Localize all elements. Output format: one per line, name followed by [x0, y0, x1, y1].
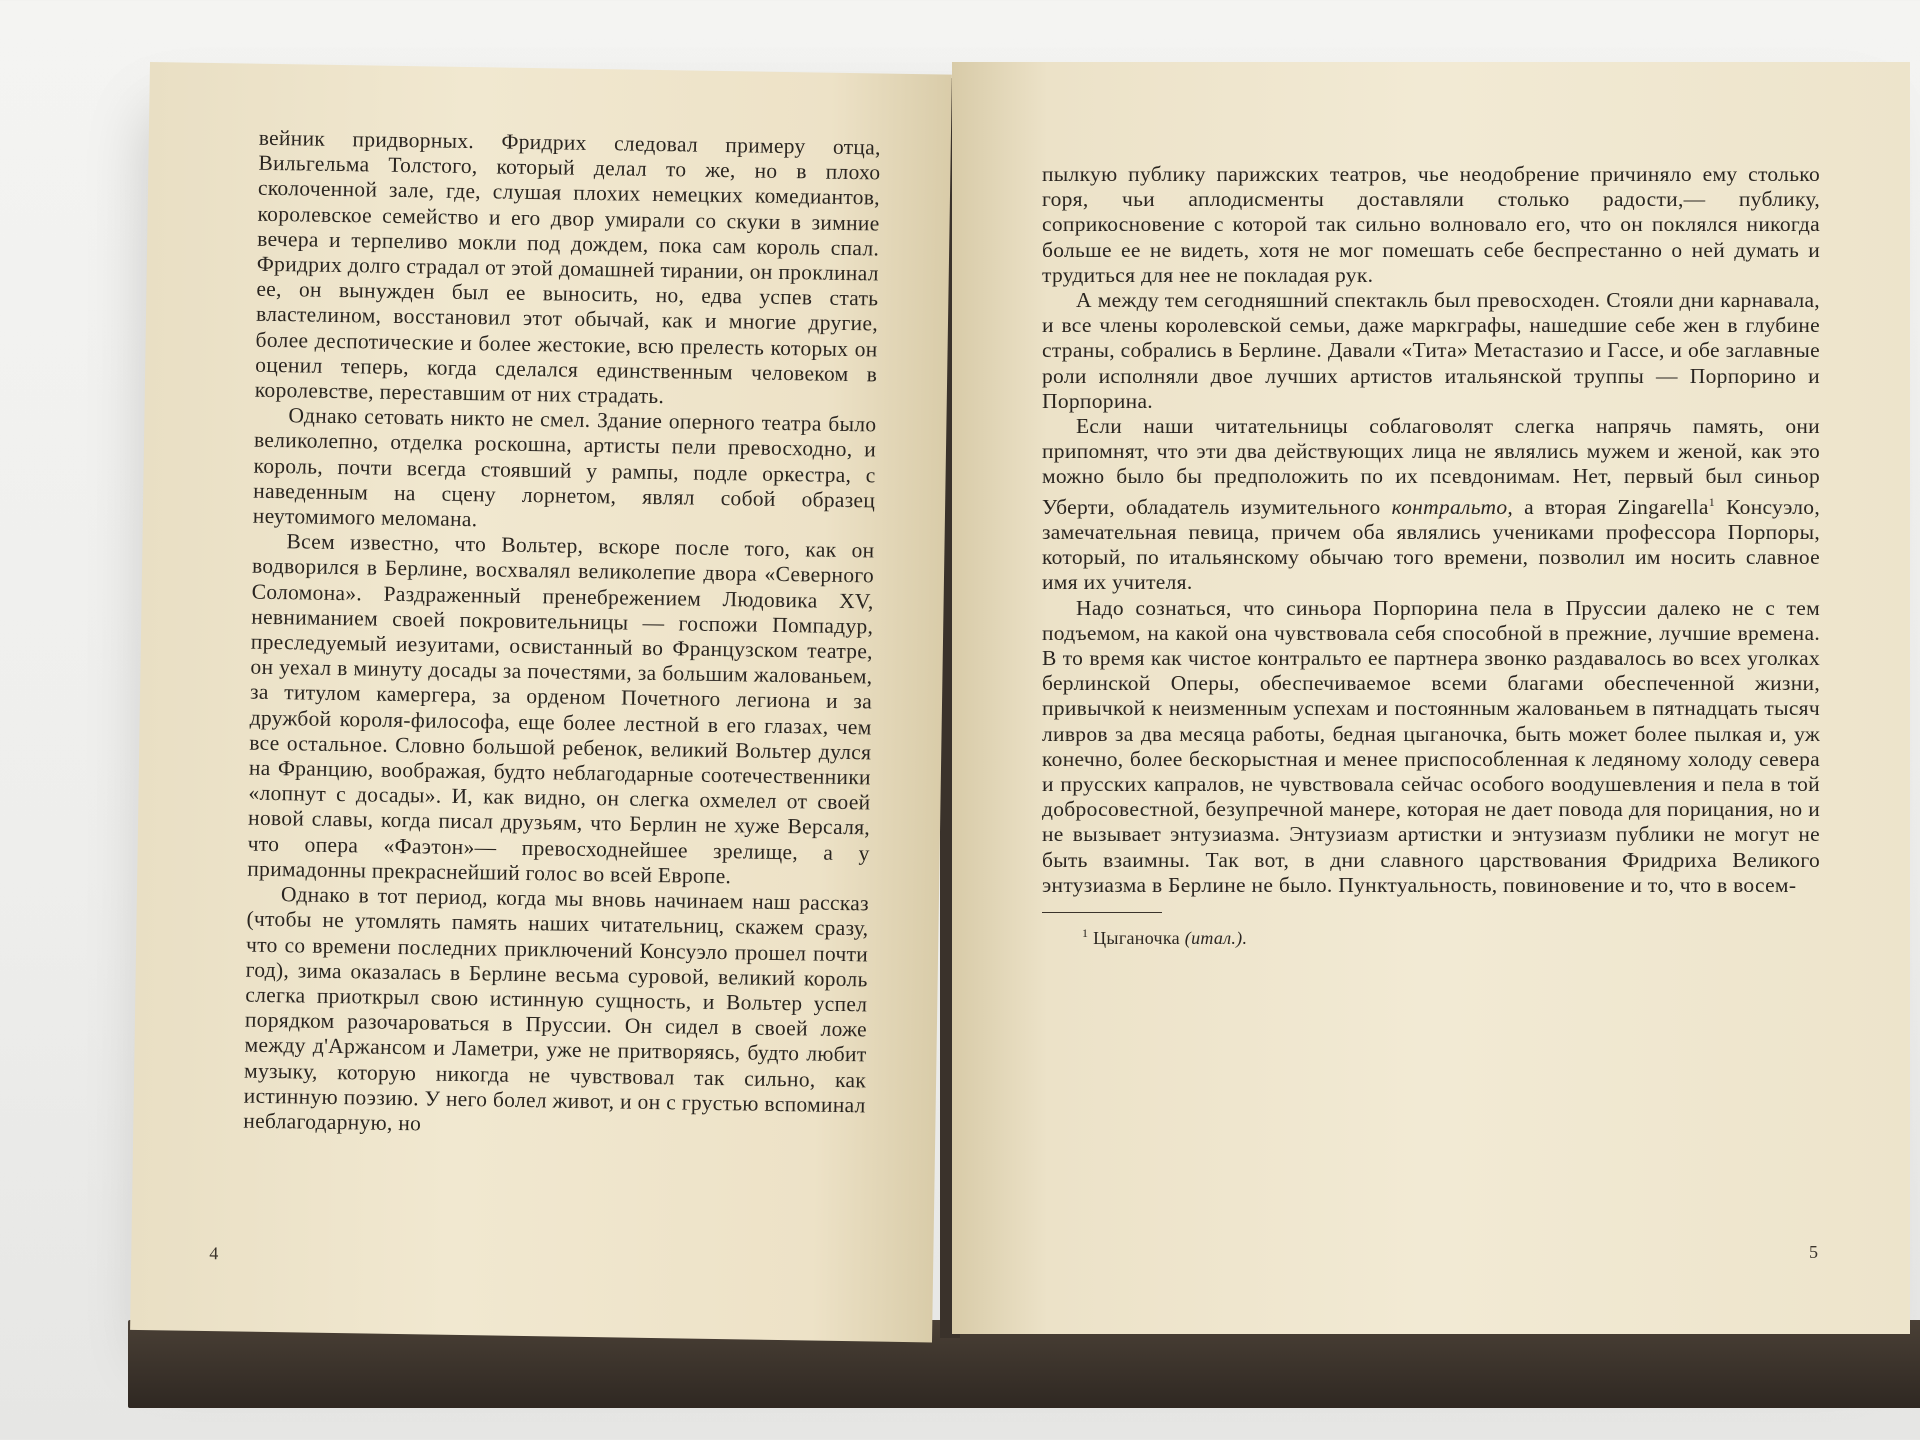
left-page-number: 4 — [209, 1243, 219, 1264]
right-page-number: 5 — [1809, 1242, 1818, 1262]
right-paragraph-3-start: Если наши читательницы соблаговолят слегка напрячь память, они припомнят, что эти два действующих лица не являлись мужем и женой, как это можно было бы предположить по их псевдонимам. Нет, первый был синьор Уберти, обладатель изумительного — [1042, 414, 1820, 519]
left-page — [130, 62, 952, 1342]
footnote-marker: 1 — [1708, 494, 1716, 509]
footnote-number: 1 — [1082, 926, 1089, 941]
right-paragraph-3-mid: а вторая Zingarella — [1513, 494, 1709, 519]
footnote-italic: (итал.). — [1184, 928, 1248, 949]
footnote — [1082, 921, 1820, 951]
right-paragraph-3-end: Консуэло, замечательная певица, причем оба являлись учениками профессора Порпоры, который, по итальянскому обычаю того времени, позволил им носить славное имя их учителя. — [1042, 494, 1820, 595]
left-paragraph-1: вейник придворных. Фридрих следовал примеру отца, Вильгельма Толстого, который делал то же, но в плохо сколоченной зале, где, слушая плохих немецких комедиантов, королевское семейство и его двор умирали со скуки в зимние вечера и терпеливо мокли под дождем, пока сам король спал. Фридрих долго страдал от этой домашней тирании, он проклинал ее, он вынужден был ее выносить, но, едва успев стать властелином, восстановил этот обычай, как и многие другие, более деспотические и более жестокие, всю прелесть которых он оценил теперь, когда сделался единственным человеком в королевстве, переставшим от них страдать. — [254, 125, 881, 409]
contralto-italic: контральто, — [1391, 494, 1514, 519]
right-page — [952, 62, 1910, 1334]
footnote-text: Цыганочка — [1093, 928, 1180, 949]
right-paragraph-4: Надо сознаться, что синьора Порпорина пела в Пруссии далеко не с тем подъемом, на какой она чувствовала себя способной в прежние, лучшие времена. В то время как чистое контральто ее партнера звонко раздавалось во всех уголках берлинской Оперы, обеспечиваемое всеми благами обеспеченной жизни, привычкой к неизменным успехам и постоянным жалованьем в пятнадцать тысяч ливров за два месяца работы, бедная цыганочка, быть может более пылкая и, уж конечно, более бескорыстная и менее приспособленная к ледяному холоду севера и прусских капралов, не чувствовала сейчас особого воодушевления и пела в той добросовестной, безупречной манере, которая не дает повода для порицания, но и не вызывает энтузиазма. Энтузиазм артистки и энтузиазм публики не могут не быть взаимны. Так вот, в дни славного царствования Фридриха Великого энтузиазма в Берлине не было. Пунктуальность, повиновение и то, что в восем- — [1042, 595, 1820, 897]
right-paragraph-2: А между тем сегодняшний спектакль был превосходен. Стояли дни карнавала, и все члены королевской семьи, даже маркграфы, нашедшие себе жен в глубине страны, собрались в Берлине. Давали «Тита» Метастазио и Гассе, и обе заглавные роли исполняли двое лучших артистов итальянской труппы — Порпорино и Порпорина. — [1042, 288, 1820, 413]
right-page-text — [1042, 162, 1820, 951]
left-page-text — [243, 126, 881, 1144]
footnote-rule — [1042, 912, 1162, 913]
left-paragraph-3: Всем известно, что Вольтер, вскоре после того, как он водворился в Берлине, восхвалял великолепие двора «Северного Соломона». Раздраженный пренебрежением Людовика XV, невниманием своей покровительницы — госпожи Помпадур, преследуемый иезуитами, освистанный во Французском театре, он уехал в минуту досады за почестями, за большим жалованьем, за титулом камергера, за орденом Почетного легиона и за дружбой короля-философа, еще более лестной в его глазах, чем все остальное. Словно большой ребенок, великий Вольтер дулся на Францию, воображая, будто неблагодарные соотечественники «лопнут с досады». И, как видно, он слегка охмелел от своей новой славы, когда писал друзьям, что Берлин не хуже Версаля, что опера «Фаэтон»— превосходнейшее зрелище, а у примадонны прекраснейший голос во всей Европе. — [247, 529, 875, 889]
left-paragraph-2: Однако сетовать никто не смел. Здание оперного театра было великолепно, отделка роскошна, артисты пели превосходно, и король, почти всегда стоявший у рампы, подле оркестра, с наведенным на сцену лорнетом, являл собой образец неутомимого меломана. — [252, 403, 877, 532]
right-paragraph-3 — [1042, 414, 1820, 596]
right-paragraph-1: пылкую публику парижских театров, чье неодобрение причиняло ему столько горя, чьи аплодисменты доставляли столько радости,— публику, соприкосновение с которой так сильно волновало его, что он поклялся никогда больше ее не видеть, хотя не мог помешать себе беспрестанно о ней думать и трудиться для нее не покладая рук. — [1042, 162, 1820, 287]
left-paragraph-4: Однако в тот период, когда мы вновь начинаем наш рассказ (чтобы не утомлять память наших читательниц, скажем сразу, что со времени последних приключений Консуэло прошел почти год), зима оказалась в Берлине весьма суровой, великий король слегка приоткрыл свою истинную сущность, и Вольтер успел порядком разочароваться в Пруссии. Он сидел в своей ложе между д'Аржансом и Ламетри, уже не притворяясь, будто любит музыку, которую никогда не чувствовал так сильно, как истинную поэзию. У него болел живот, и он с грустью вспоминал неблагодарную, но — [243, 882, 870, 1136]
